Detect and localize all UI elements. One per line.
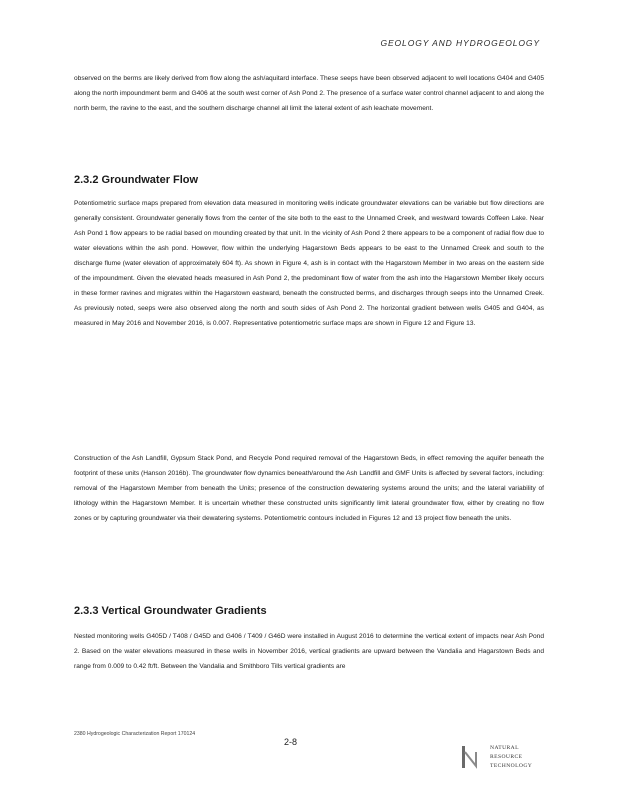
- logo-line-3: TECHNOLOGY: [490, 763, 533, 769]
- section-heading-groundwater-flow: 2.3.2 Groundwater Flow: [74, 174, 199, 186]
- logo-mark-icon: [460, 744, 486, 774]
- company-logo: [460, 744, 570, 776]
- logo-line-1: NATURAL: [490, 745, 519, 751]
- running-head: GEOLOGY AND HYDROGEOLOGY: [380, 38, 540, 48]
- section-heading-vertical-gradients: 2.3.3 Vertical Groundwater Gradients: [74, 605, 267, 617]
- paragraph-vertical-gradients: Nested monitoring wells G405D / T408 / G45D and G406 / T409 / G46D were installed in August 2016 to determine the vertical extent of impacts near Ash Pond 2. Based on the water elevations measured in these wells in November 2016, vertical gradients are upward between the Vandalia and Hagarstown Beds and range from 0.009 to 0.42 ft/ft. Between the Vandalia and Smithboro Tills vertical gradients are: [74, 633, 544, 670]
- paragraph-seeps: observed on the berms are likely derived from flow along the ash/aquitard interface. These seeps have been observed adjacent to well locations G404 and G405 along the north impoundment berm and G406 at the south west corner of Ash Pond 2. The presence of a surface water control channel adjacent to and along the north berm, the ravine to the east, and the southern discharge channel all limit the lateral extent of ash leachate movement.: [74, 75, 544, 112]
- page-number: 2-8: [284, 737, 298, 747]
- paragraph-groundwater-flow: Potentiometric surface maps prepared from elevation data measured in monitoring wells indicate groundwater elevations can be variable but flow directions are generally consistent. Groundwater generally flows from the center of the site both to the east to the Unnamed Creek, and westward towards Coffeen Lake. Near Ash Pond 1 flow appears to be radial based on mounding created by that unit. In the vicinity of Ash Pond 2 there appears to be a component of radial flow due to water elevations within the ash pond. However, flow within the underlying Hagarstown Beds appears to be east to the Unnamed Creek and south to the discharge flume (water elevation of approximately 604 ft). As shown in Figure 4, ash is in contact with the Hagarstown Member in two areas on the eastern side of the impoundment. Given the elevated heads measured in Ash Pond 2, the predominant flow of water from the ash into the Hagarstown Member likely occurs in these former ravines and migrates within the Hagarstown eastward, beneath the constructed berms, and discharges through seeps into the Unnamed Creek. As previously noted, seeps were also observed along the north and south sides of Ash Pond 2. The horizontal gradient between wells G405 and G404, as measured in May 2016 and November 2016, is 0.007. Representative potentiometric surface maps are shown in Figure 12 and Figure 13.: [74, 200, 544, 327]
- logo-text: [490, 744, 532, 771]
- paragraph-construction: Construction of the Ash Landfill, Gypsum Stack Pond, and Recycle Pond required removal of the Hagarstown Beds, in effect removing the aquifer beneath the footprint of these units (Hanson 2016b). The groundwater flow dynamics beneath/around the Ash Landfill and GMF Units is affected by several factors, including: removal of the Hagarstown Member from beneath the Units; presence of the construction dewatering systems around the units; and the lateral variability of lithology within the Hagarstown Member. It is uncertain whether these constructed units significantly limit lateral groundwater flow, either by creating no flow zones or by capturing groundwater via their dewatering systems. Potentiometric contours included in Figures 12 and 13 project flow beneath the units.: [74, 455, 544, 522]
- footer-report-title: 2380 Hydrogeologic Characterization Report 170124: [74, 731, 196, 737]
- logo-line-2: RESOURCE: [490, 754, 523, 760]
